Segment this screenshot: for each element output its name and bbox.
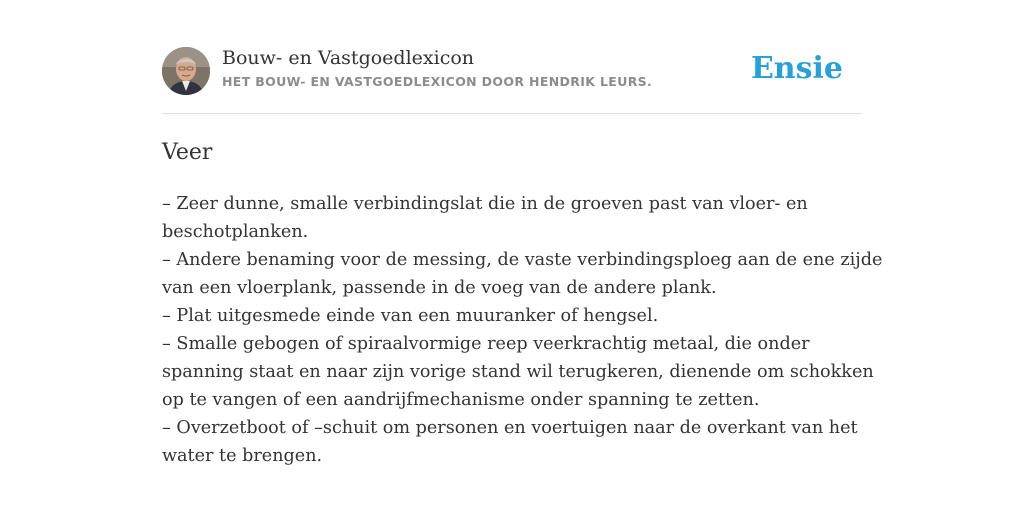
source-title[interactable]: Bouw- en Vastgoedlexicon <box>222 47 475 69</box>
definition-line: – Andere benaming voor de messing, de vaste verbindingsploeg aan de ene zijde <box>162 250 883 270</box>
definition-line: – Zeer dunne, smalle verbindingslat die in de groeven past van vloer- en <box>162 194 808 214</box>
source-subtitle: HET BOUW- EN VASTGOEDLEXICON DOOR HENDRIK LEURS. <box>222 74 653 89</box>
definition-line: – Smalle gebogen of spiraalvormige reep veerkrachtig metaal, die onder <box>162 334 810 354</box>
ensie-logo[interactable]: Ensie <box>750 51 843 86</box>
definition-text <box>162 190 883 470</box>
author-portrait-icon <box>162 47 210 95</box>
definition-line: – Plat uitgesmede einde van een muuranker of hengsel. <box>162 306 659 326</box>
definition-line: op te vangen of een aandrijfmechanisme onder spanning te zetten. <box>162 390 760 410</box>
author-avatar[interactable] <box>162 47 210 95</box>
entry-title: Veer <box>162 140 213 165</box>
header-divider <box>162 113 862 114</box>
entry-card <box>162 0 883 512</box>
definition-line: spanning staat en naar zijn vorige stand wil terugkeren, dienende om schokken <box>162 362 874 382</box>
definition-line: van een vloerplank, passende in de voeg van de andere plank. <box>162 278 717 298</box>
definition-line: – Overzetboot of –schuit om personen en voertuigen naar de overkant van het <box>162 418 858 438</box>
source-header <box>162 46 862 96</box>
definition-line: beschotplanken. <box>162 222 309 242</box>
definition-line: water te brengen. <box>162 446 323 466</box>
